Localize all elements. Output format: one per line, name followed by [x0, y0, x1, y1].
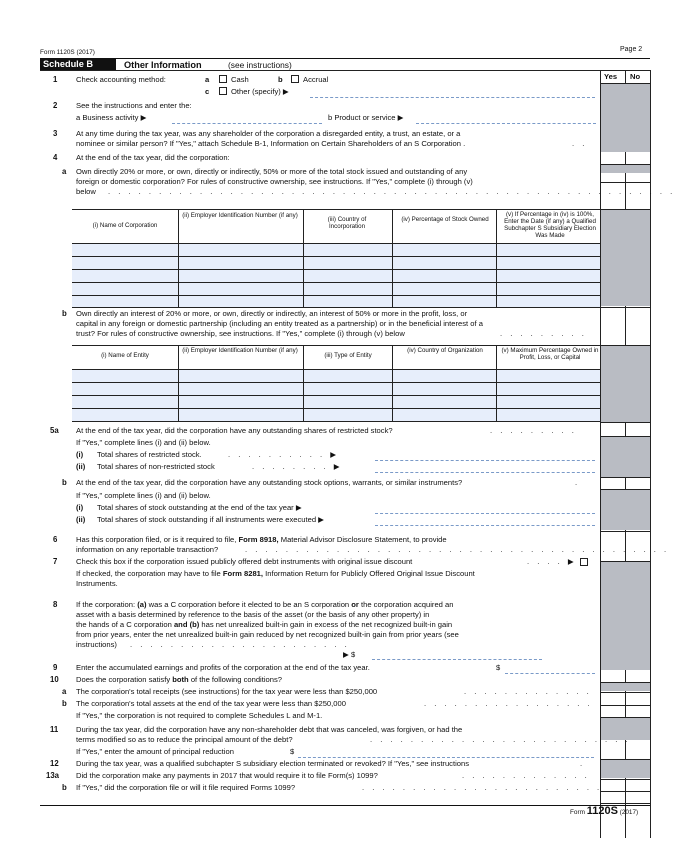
- q4-num: 4: [53, 153, 58, 162]
- business-activity-label: a Business activity ▶: [76, 113, 147, 122]
- q2-num: 2: [53, 101, 58, 110]
- table-a-row[interactable]: [72, 283, 600, 295]
- q13a-dots: . . . . . . . . . . . . .: [462, 771, 590, 780]
- q4b-line3: trust? For rules of constructive ownership, see instructions. If "Yes," complete (i) through (v) below: [76, 329, 405, 338]
- schedule-badge: Schedule B: [40, 59, 116, 70]
- schedule-title-note: (see instructions): [228, 60, 292, 70]
- q11-line1: During the tax year, did the corporation have any non-shareholder debt that was canceled, was forgiven, or had the: [76, 725, 463, 734]
- yes-header: Yes: [604, 72, 618, 81]
- q5b-dots: .: [575, 478, 581, 487]
- q8-line3: the hands of a C corporation and (b) has net unrealized built-in gain in excess of the net recognized built-in gain: [76, 620, 453, 629]
- q13-num: 13a: [46, 771, 60, 780]
- other-method-input[interactable]: [310, 97, 595, 98]
- q13b-text: If "Yes," did the corporation file or will it file required Forms 1099?: [76, 783, 296, 792]
- shade-q10: [601, 683, 650, 691]
- q5b-ii-num: (ii): [76, 515, 86, 524]
- q13b-letter: b: [62, 783, 67, 792]
- schedule-title: Other Information: [124, 60, 202, 70]
- no-col-right: [650, 70, 651, 838]
- q13b-dots: . . . . . . . . . . . . . . . . . . . . . . . .: [362, 783, 603, 792]
- page-number-text: Page 2: [620, 46, 643, 53]
- q3-line2: nominee or similar person? If "Yes," attach Schedule B-1, Information on Certain Shareholders of an S Corporation .: [76, 139, 466, 148]
- q4a-line2: foreign or domestic corporation? For rules of constructive ownership, see instructions. If "Yes," complete (i) through (v): [76, 177, 473, 186]
- q6-num: 6: [53, 535, 58, 544]
- shade-q1-q2: [601, 84, 650, 152]
- table-a-row[interactable]: [72, 270, 600, 282]
- q11-dollar: $: [290, 747, 295, 756]
- header-rule: [40, 58, 650, 59]
- other-method-label: Other (specify) ▶: [231, 87, 289, 96]
- table-a-h4: (iv) Percentage of Stock Owned: [401, 216, 489, 223]
- cash-label: Cash: [231, 75, 249, 84]
- q9-dollar: $: [496, 663, 501, 672]
- q1-text: Check accounting method:: [76, 75, 166, 84]
- form-id: Form 1120S (2017): [40, 49, 95, 56]
- q11-num: 11: [50, 725, 59, 734]
- q10c-text: If "Yes," the corporation is not required to complete Schedules L and M-1.: [76, 711, 323, 720]
- q8-num: 8: [53, 600, 58, 609]
- q5b-text: At the end of the tax year, did the corporation have any outstanding stock options, warrants, or similar instruments?: [76, 478, 463, 487]
- stock-executed-input[interactable]: [375, 525, 595, 526]
- table-a-row[interactable]: [72, 296, 600, 307]
- q5a-dots: . . . . . . . . .: [490, 426, 577, 435]
- shade-11: [601, 760, 650, 778]
- q13a-text: Did the corporation make any payments in 2017 that would require it to file Form(s) 1099?: [76, 771, 378, 780]
- shade-table-a: [601, 210, 650, 306]
- q10b-letter: b: [62, 699, 67, 708]
- oid-checkbox[interactable]: [580, 558, 588, 566]
- q8-dollar: ▶ $: [343, 650, 356, 659]
- q7-line1: Check this box if the corporation issued publicly offered debt instruments with original issue discount: [76, 557, 413, 566]
- q8-line2: asset with a basis determined by reference to the basis of the asset (or the basis of any other property) in: [76, 610, 430, 619]
- q8-line4: from prior years, enter the net unrealized built-in gain reduced by net recognized built-in gain from prior years (see: [76, 630, 459, 639]
- shade-5a: [601, 437, 650, 477]
- table-a-h1: (i) Name of Corporation: [92, 222, 158, 229]
- q12-text: During the tax year, was a qualified subchapter S subsidiary election terminated or revoked? If "Yes," see instructions: [76, 759, 470, 768]
- shade-q7-q9: [601, 562, 650, 670]
- table-a-row[interactable]: [72, 257, 600, 269]
- cash-checkbox[interactable]: [219, 75, 227, 83]
- non-restricted-stock-input[interactable]: [375, 472, 595, 473]
- q10a-text: The corporation's total receipts (see instructions) for the tax year were less than $250,000: [76, 687, 378, 696]
- q5-num: 5a: [50, 426, 59, 435]
- q4a-line1: Own directly 20% or more, or own, directly or indirectly, 50% or more of the total stock issued and outstanding of any: [76, 167, 468, 176]
- q11-line3: If "Yes," enter the amount of principal reduction: [76, 747, 234, 756]
- q9-text: Enter the accumulated earnings and profits of the corporation at the end of the tax year.: [76, 663, 370, 672]
- q7-num: 7: [53, 557, 58, 566]
- accrual-checkbox[interactable]: [291, 75, 299, 83]
- table-b-top: [72, 345, 600, 346]
- q10-num: 10: [50, 675, 59, 684]
- q11-line2: terms modified so as to reduce the principal amount of the debt?: [76, 735, 293, 744]
- q5a-i-dots: . . . . . . . . . . ▶: [228, 450, 340, 459]
- q5b-letter: b: [62, 478, 67, 487]
- q8-line5: instructions): [76, 640, 117, 649]
- q5b-i-num: (i): [76, 503, 84, 512]
- restricted-stock-input[interactable]: [375, 460, 595, 461]
- q5b-ii-text: Total shares of stock outstanding if all instruments were executed ▶: [97, 515, 325, 524]
- q5a-i-text: Total shares of restricted stock.: [97, 450, 202, 459]
- table-b-h4: (iv) Country of Organization: [407, 347, 483, 354]
- table-b-h3: (iii) Type of Entity: [324, 352, 372, 359]
- q3-dots: . .: [572, 139, 588, 148]
- q5b-sub: If "Yes," complete lines (i) and (ii) below.: [76, 491, 211, 500]
- q10a-dots: . . . . . . . . . . . . .: [464, 687, 592, 696]
- shade-table-b: [601, 346, 650, 422]
- q4a-line3: below: [76, 187, 96, 196]
- table-b-h1: (i) Name of Entity: [101, 352, 149, 359]
- q4-text: At the end of the tax year, did the corporation:: [76, 153, 230, 162]
- table-b-row[interactable]: [72, 370, 600, 382]
- table-a-row[interactable]: [72, 244, 600, 256]
- q4a-letter: a: [62, 167, 67, 176]
- q7-line2: If checked, the corporation may have to file Form 8281, Information Return for Publicly Offered Original Issue Discount: [76, 569, 475, 578]
- business-activity-input[interactable]: [172, 123, 322, 124]
- table-b-h2: (ii) Employer Identification Number (if any): [182, 347, 298, 354]
- q4b-line1: Own directly an interest of 20% or more, or own, directly or indirectly, an interest of 50% or more in the profit, loss, or: [76, 309, 468, 318]
- q5a-sub: If "Yes," complete lines (i) and (ii) below.: [76, 438, 211, 447]
- q3-num: 3: [53, 129, 58, 138]
- net-unrealized-gain-input[interactable]: [372, 659, 542, 660]
- q10b-text: The corporation's total assets at the end of the tax year were less than $250,000: [76, 699, 346, 708]
- accumulated-earnings-input[interactable]: [505, 673, 595, 674]
- q1-b-letter: b: [278, 75, 283, 84]
- q10b-dots: . . . . . . . . . . . . . . . . .: [424, 699, 593, 708]
- table-b-h5: (v) Maximum Percentage Owned in Profit, Loss, or Capital: [501, 347, 599, 361]
- accrual-label: Accrual: [303, 75, 329, 84]
- q4b-line2: capital in any foreign or domestic partnership (including an entity treated as a partnership) or in the beneficial interest of a: [76, 319, 483, 328]
- footer-form: Form 1120S (2017): [570, 805, 639, 817]
- q1-a-letter: a: [205, 75, 210, 84]
- q1-c-letter: c: [205, 87, 210, 96]
- q1-num: 1: [53, 75, 58, 84]
- q5a-ii-text: Total shares of non-restricted stock: [97, 462, 215, 471]
- principal-reduction-input[interactable]: [298, 757, 594, 758]
- table-a-top: [72, 209, 600, 210]
- q10a-letter: a: [62, 687, 67, 696]
- table-a-h3: (iii) Country of Incorporation: [327, 216, 367, 230]
- table-a-h5: (v) If Percentage in (iv) is 100%, Enter the Date (if any) a Qualified Subchapter S Subsidiary Election Was Made: [504, 211, 596, 239]
- q6-line2: information on any reportable transaction?: [76, 545, 219, 554]
- q6-line1: Has this corporation filed, or is it required to file, Form 8918, Material Advisor Disclosure Statement, to provide: [76, 535, 447, 544]
- product-service-input[interactable]: [416, 123, 596, 124]
- q8-line1: If the corporation: (a) was a C corporation before it elected to be an S corporation or the corporation acquired an: [76, 600, 454, 609]
- q4b-dots: . . . . . . . . .: [500, 329, 587, 338]
- footer-rule: [40, 805, 650, 806]
- table-b-row[interactable]: [72, 396, 600, 408]
- page-number: [620, 45, 642, 54]
- q10-text: Does the corporation satisfy both of the following conditions?: [76, 675, 283, 684]
- q6-dots: . . . . . . . . . . . . . . . . . . . . . . . . . . . . . . . . . . . . . . . . . .: [245, 545, 670, 554]
- q3-line1: At any time during the tax year, was any shareholder of the corporation a disregarded entity, a trust, an estate, or a: [76, 129, 461, 138]
- q11-dots: . . . . . . . . . . . . . . . . . . . . . . . . . .: [370, 735, 631, 744]
- table-b-row[interactable]: [72, 383, 600, 395]
- q4a-dots: . . . . . . . . . . . . . . . . . . . . . . . . . . . . . . . . . . . . . . . . . . . . . . . . . . . . . . . .: [108, 187, 676, 196]
- q5a-text: At the end of the tax year, did the corporation have any outstanding shares of restricted stock?: [76, 426, 393, 435]
- table-a-h2: (ii) Employer Identification Number (if any): [182, 212, 298, 219]
- q2-text: See the instructions and enter the:: [76, 101, 192, 110]
- q9-num: 9: [53, 663, 58, 672]
- q5b-i-text: Total shares of stock outstanding at the end of the tax year ▶: [97, 503, 302, 512]
- q8-dots: . . . . . . . . . . . . . . . . . . . . . .: [130, 640, 350, 649]
- q7-dots: . . . . ▶: [527, 557, 577, 566]
- q5a-ii-dots: . . . . . . . . ▶: [252, 462, 343, 471]
- q5a-i-num: (i): [76, 450, 84, 459]
- schedule-rule: [40, 70, 650, 71]
- q7-line3: Instruments.: [76, 579, 118, 588]
- q4b-letter: b: [62, 309, 67, 318]
- shade-q4: [601, 165, 650, 173]
- table-b-row[interactable]: [72, 409, 600, 421]
- other-method-checkbox[interactable]: [219, 87, 227, 95]
- no-header: No: [630, 72, 641, 81]
- shade-5b: [601, 490, 650, 530]
- q12-num: 12: [50, 759, 59, 768]
- stock-outstanding-input[interactable]: [375, 513, 595, 514]
- product-service-label: b Product or service ▶: [328, 113, 404, 122]
- q5a-ii-num: (ii): [76, 462, 86, 471]
- q12-dots: .: [580, 759, 586, 768]
